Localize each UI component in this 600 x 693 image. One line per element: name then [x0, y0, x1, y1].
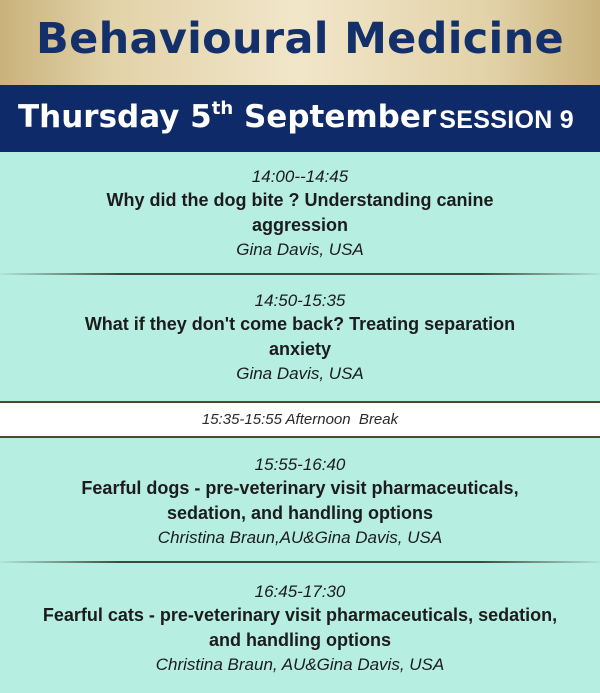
day-date: Thursday 5 — [18, 99, 212, 135]
talk-item — [0, 581, 600, 676]
talk-title: Fearful cats - pre-veterinary visit pharmaceuticals, sedation, and handling options — [42, 605, 558, 650]
page-title: Behavioural Medicine — [36, 13, 564, 64]
talk-item — [0, 166, 600, 261]
talk-title: Fearful dogs - pre-veterinary visit pharmaceuticals, sedation, and handling options — [81, 478, 519, 523]
talk-time: 16:45-17:30 — [254, 582, 346, 601]
day-ordinal-suffix: th — [211, 98, 234, 119]
talk-speaker: Gina Davis, USA — [236, 240, 364, 259]
title-banner — [0, 0, 600, 85]
talk-title: Why did the dog bite ? Understanding canine aggression — [106, 190, 494, 235]
day-month: September — [233, 99, 437, 135]
talk-time: 14:50-15:35 — [254, 291, 346, 310]
divider — [0, 561, 600, 563]
talk-speaker: Christina Braun,AU&Gina Davis, USA — [157, 528, 443, 547]
talk-time: 15:55-16:40 — [254, 455, 346, 474]
day-header-bar — [0, 85, 600, 152]
talk-item — [0, 290, 600, 385]
session-label: SESSION 9 — [439, 106, 574, 134]
talk-title: What if they don't come back? Treating separation anxiety — [84, 314, 516, 359]
break-row: 15:35-15:55 Afternoon Break — [0, 401, 600, 438]
divider — [0, 273, 600, 275]
day-title — [18, 99, 436, 135]
talk-speaker: Christina Braun, AU&Gina Davis, USA — [155, 655, 445, 674]
talk-time: 14:00--14:45 — [251, 167, 349, 186]
talk-item — [0, 454, 600, 549]
talk-speaker: Gina Davis, USA — [236, 364, 364, 383]
